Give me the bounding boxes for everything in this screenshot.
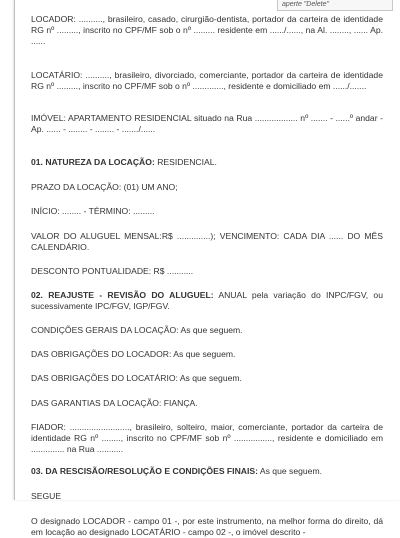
obrigacoes-locatario-paragraph: DAS OBRIGAÇÕES DO LOCATÁRIO: As que seguem.: [31, 373, 242, 383]
prazo-paragraph: PRAZO DA LOCAÇÃO: (01) UM ANO;: [31, 182, 178, 192]
inicio-paragraph: INÍCIO: ........ - TÉRMINO: .........: [31, 206, 155, 216]
natureza-paragraph: [31, 157, 383, 168]
rescisao-heading: 03. DA RESCISÃO/RESOLUÇÃO E CONDIÇÕES FINAIS:: [31, 466, 258, 476]
segue-paragraph: SEGUE: [31, 491, 62, 501]
locador-paragraph: LOCADOR: .........., brasileiro, casado, cirurgião-dentista, portador da carteira de identidade RG nº ........., inscrito no CPF/MF sob o nº ......... residente em ....../......, na Al. ........, ...... Ap. ......: [31, 14, 383, 46]
condicoes-paragraph: CONDIÇÕES GERAIS DA LOCAÇÃO: As que seguem.: [31, 325, 243, 335]
imovel-paragraph: IMÓVEL: APARTAMENTO RESIDENCIAL situado na Rua .................. nº ....... - ......º andar - Ap. ...... - ........ - ........ - ......./......: [31, 113, 383, 134]
obrigacoes-locador-paragraph: DAS OBRIGAÇÕES DO LOCADOR: As que seguem.: [31, 349, 236, 359]
fiador-paragraph: FIADOR: ........................., brasileiro, solteiro, maior, comerciante, portador da carteira de identidade RG nº ........, inscrito no CPF/MF sob nº ................, residente e domiciliado em .............. na Rua ...........: [31, 422, 383, 454]
reajuste-heading: 02. REAJUSTE - REVISÃO DO ALUGUEL:: [31, 290, 214, 300]
rescisao-value: As que seguem.: [257, 466, 322, 476]
rescisao-paragraph: [31, 466, 383, 477]
natureza-heading: 01. NATUREZA DA LOCAÇÃO:: [31, 157, 155, 167]
natureza-value: RESIDENCIAL.: [154, 157, 217, 167]
delete-hint-box: aperte "Delete": [277, 0, 393, 11]
reajuste-value: ANUAL pela variação do INPC/FGV, ou sucessivamente IPC/FGV, IGP/FGV.: [31, 290, 383, 311]
valor-paragraph: VALOR DO ALUGUEL MENSAL:R$ ..............); VENCIMENTO: CADA DIA ...... DO MÊS CALENDÁRIO.: [31, 231, 383, 252]
garantias-paragraph: DAS GARANTIAS DA LOCAÇÃO: FIANÇA.: [31, 398, 198, 408]
desconto-paragraph: DESCONTO PONTUALIDADE: R$ ...........: [31, 266, 194, 276]
designado-paragraph: O designado LOCADOR - campo 01 -, por este instrumento, na melhor forma do direito, dá em locação ao designado LOCATÁRIO - campo 02 -, o imóvel descrito -: [31, 516, 383, 537]
locatario-paragraph: LOCATÁRIO: .........., brasileiro, divorciado, comerciante, portador da carteira de identidade RG nº ........., inscrito no CPF/MF sob o nº ............., residente e domiciliado em ....../.......: [31, 70, 383, 91]
document-page: [14, 0, 400, 537]
reajuste-paragraph: [31, 290, 383, 312]
